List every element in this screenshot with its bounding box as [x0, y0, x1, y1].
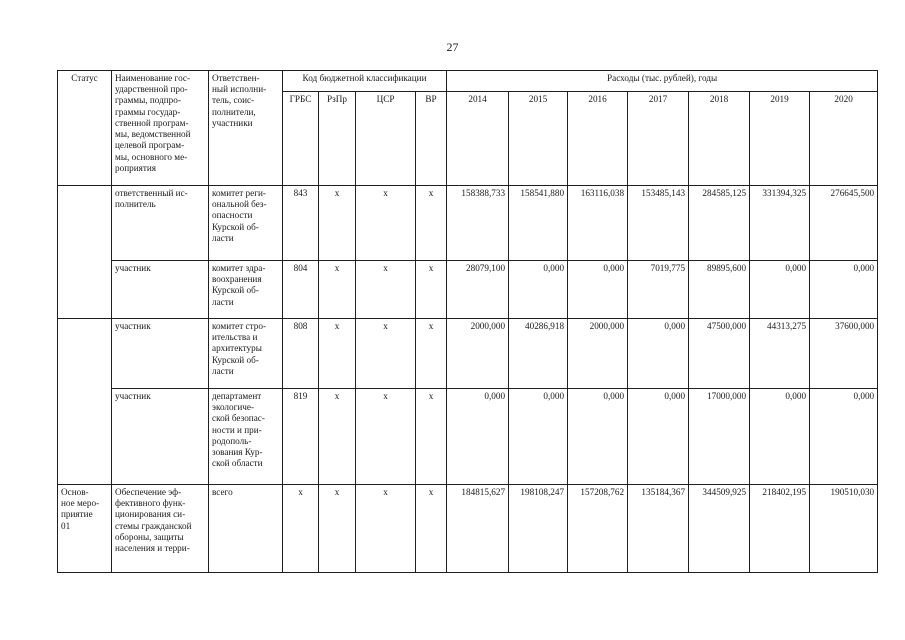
code-vr-cell: x	[416, 389, 447, 485]
table-row	[58, 261, 878, 319]
code-rzpr-cell: x	[319, 319, 356, 389]
value-2017-cell: 0,000	[628, 319, 689, 389]
header-name: Наименование гос- ударственной про- граммы, подпро- граммы государ- ственной програм- мы, ведомственной целевой програм- мы, основного ме- роприятия	[112, 71, 209, 186]
header-row-1	[58, 71, 878, 92]
value-2018-cell: 344509,925	[689, 485, 750, 573]
value-2020-cell: 190510,030	[810, 485, 878, 573]
value-2016-cell: 157208,762	[568, 485, 628, 573]
value-2017-cell: 135184,367	[628, 485, 689, 573]
code-csr-cell: x	[356, 261, 416, 319]
code-csr-cell: x	[356, 485, 416, 573]
table-row	[58, 319, 878, 389]
page-number: 27	[446, 40, 459, 54]
name-cell: участник	[112, 319, 209, 389]
value-2015-cell: 0,000	[509, 389, 568, 485]
code-grbs-cell: x	[283, 485, 319, 573]
header-expenses-group: Расходы (тыс. рублей), годы	[447, 71, 878, 92]
code-vr-cell: x	[416, 485, 447, 573]
value-2018-cell: 17000,000	[689, 389, 750, 485]
value-2018-cell: 89895,600	[689, 261, 750, 319]
header-code-grbs: ГРБС	[283, 92, 319, 186]
code-grbs-cell: 819	[283, 389, 319, 485]
code-grbs-cell: 808	[283, 319, 319, 389]
header-year-2020: 2020	[810, 92, 878, 186]
responsible-cell: комитет здра- воохранения Курской об- ласти	[209, 261, 283, 319]
value-2020-cell: 37600,000	[810, 319, 878, 389]
value-2019-cell: 0,000	[750, 389, 810, 485]
header-code-vr: ВР	[416, 92, 447, 186]
value-2017-cell: 0,000	[628, 389, 689, 485]
header-year-2018: 2018	[689, 92, 750, 186]
value-2014-cell: 2000,000	[447, 319, 509, 389]
value-2015-cell: 158541,880	[509, 186, 568, 261]
value-2014-cell: 158388,733	[447, 186, 509, 261]
code-vr-cell: x	[416, 319, 447, 389]
value-2015-cell: 198108,247	[509, 485, 568, 573]
code-csr-cell: x	[356, 389, 416, 485]
value-2020-cell: 276645,500	[810, 186, 878, 261]
value-2016-cell: 0,000	[568, 389, 628, 485]
header-year-2014: 2014	[447, 92, 509, 186]
value-2017-cell: 153485,143	[628, 186, 689, 261]
code-csr-cell: x	[356, 319, 416, 389]
value-2019-cell: 331394,325	[750, 186, 810, 261]
value-2019-cell: 0,000	[750, 261, 810, 319]
value-2016-cell: 2000,000	[568, 319, 628, 389]
value-2020-cell: 0,000	[810, 261, 878, 319]
responsible-cell: комитет реги- ональной без- опасности Курской об- ласти	[209, 186, 283, 261]
status-cell	[58, 319, 112, 485]
code-rzpr-cell: x	[319, 186, 356, 261]
code-vr-cell: x	[416, 261, 447, 319]
value-2014-cell: 184815,627	[447, 485, 509, 573]
value-2015-cell: 40286,918	[509, 319, 568, 389]
header-year-2017: 2017	[628, 92, 689, 186]
value-2014-cell: 0,000	[447, 389, 509, 485]
value-2019-cell: 218402,195	[750, 485, 810, 573]
code-rzpr-cell: x	[319, 485, 356, 573]
value-2019-cell: 44313,275	[750, 319, 810, 389]
responsible-cell: департамент экологиче- ской безопас- ности и при- родополь- зования Кур- ской области	[209, 389, 283, 485]
code-grbs-cell: 843	[283, 186, 319, 261]
value-2020-cell: 0,000	[810, 389, 878, 485]
header-code-csr: ЦСР	[356, 92, 416, 186]
name-cell: Обеспечение эф- фективного функ- ционирования си- стемы гражданской обороны, защиты населения и терри-	[112, 485, 209, 573]
value-2017-cell: 7019,775	[628, 261, 689, 319]
code-rzpr-cell: x	[319, 389, 356, 485]
header-year-2019: 2019	[750, 92, 810, 186]
code-vr-cell: x	[416, 186, 447, 261]
value-2015-cell: 0,000	[509, 261, 568, 319]
header-year-2015: 2015	[509, 92, 568, 186]
name-cell: ответственный ис- полнитель	[112, 186, 209, 261]
budget-table	[57, 70, 878, 573]
responsible-cell: всего	[209, 485, 283, 573]
table-row	[58, 186, 878, 261]
value-2016-cell: 163116,038	[568, 186, 628, 261]
value-2014-cell: 28079,100	[447, 261, 509, 319]
name-cell: участник	[112, 389, 209, 485]
header-year-2016: 2016	[568, 92, 628, 186]
status-cell	[58, 186, 112, 319]
header-responsible: Ответствен- ный исполни- тель, соис- полнители, участники	[209, 71, 283, 186]
table-row	[58, 389, 878, 485]
header-code-rzpr: РзПр	[319, 92, 356, 186]
value-2016-cell: 0,000	[568, 261, 628, 319]
name-cell: участник	[112, 261, 209, 319]
responsible-cell: комитет стро- ительства и архитектуры Курской об- ласти	[209, 319, 283, 389]
value-2018-cell: 284585,125	[689, 186, 750, 261]
table-row	[58, 485, 878, 573]
code-csr-cell: x	[356, 186, 416, 261]
value-2018-cell: 47500,000	[689, 319, 750, 389]
status-cell: Основ- ное меро- приятие 01	[58, 485, 112, 573]
code-rzpr-cell: x	[319, 261, 356, 319]
header-status: Статус	[58, 71, 112, 186]
code-grbs-cell: 804	[283, 261, 319, 319]
header-budget-code-group: Код бюджетной классификации	[283, 71, 447, 92]
